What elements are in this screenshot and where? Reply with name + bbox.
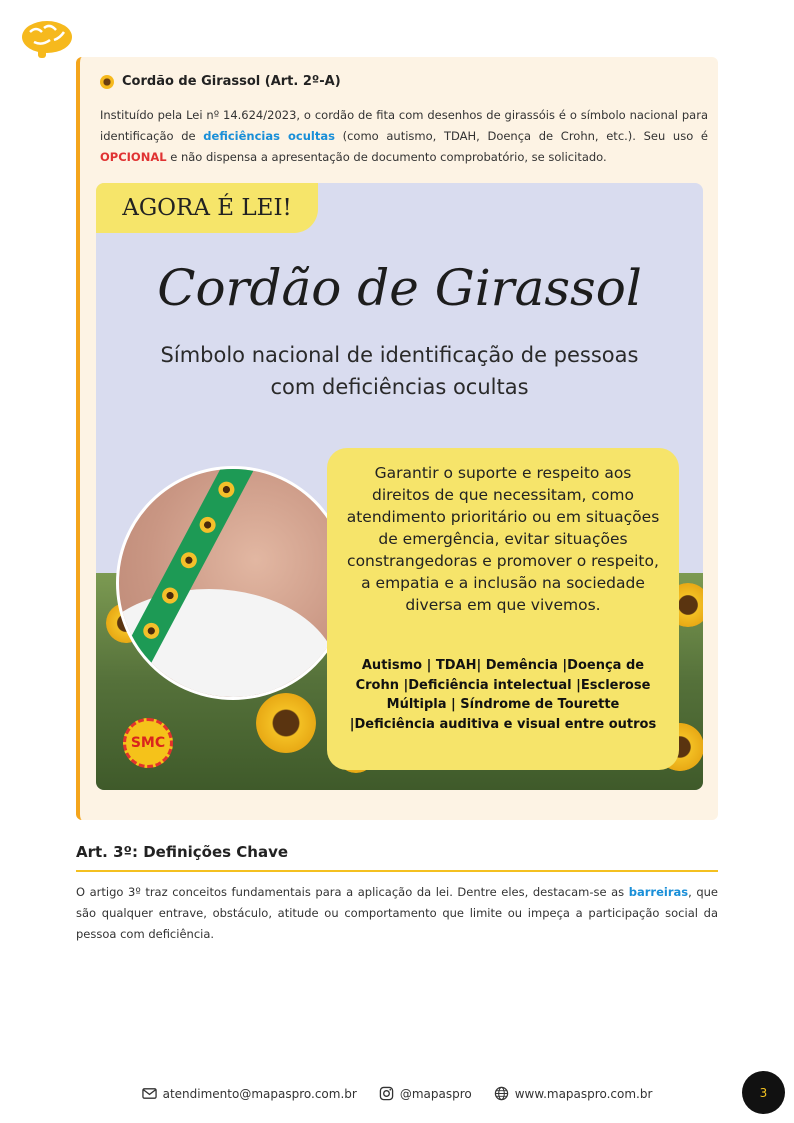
footer-email[interactable] (142, 1086, 357, 1101)
sunflower-icon (100, 75, 114, 89)
callout-paragraph (100, 105, 708, 168)
globe-icon (494, 1086, 509, 1101)
sunflower-icon (197, 514, 219, 536)
section-title: Art. 3º: Definições Chave (76, 843, 289, 861)
sunflower-icon (256, 693, 316, 753)
poster-info-text: Garantir o suporte e respeito aos direitos de que necessitam, como atendimento prioritário ou em situações de emergência, evitar situações constrangedoras e promover o respeito, a empatia e a inclusão na sociedade diversa em que vivemos. (346, 464, 660, 614)
poster-title: Cordão de Girassol (157, 259, 642, 317)
footer-website-text: www.mapaspro.com.br (514, 1086, 653, 1101)
callout-text-part: e não dispensa a apresentação de documento comprobatório, se solicitado. (166, 150, 607, 164)
callout-text-part: (como autismo, TDAH, Doença de Crohn, etc.). Seu uso é (334, 129, 708, 143)
footer-website[interactable] (494, 1086, 653, 1101)
page-number-badge: 3 (742, 1071, 785, 1114)
mail-icon (142, 1086, 157, 1101)
instagram-icon (379, 1086, 394, 1101)
footer-instagram-text: @mapaspro (399, 1086, 472, 1101)
section-divider (76, 870, 718, 872)
callout-title (100, 74, 341, 89)
poster-badge: AGORA É LEI! (96, 183, 318, 233)
highlight-barriers: barreiras (628, 885, 689, 899)
lanyard-photo (116, 466, 350, 700)
poster-subtitle: Símbolo nacional de identificação de pessoas com deficiências ocultas (160, 343, 639, 399)
sunflower-icon (159, 585, 181, 607)
footer-instagram[interactable] (379, 1086, 472, 1101)
sunflower-icon (178, 549, 200, 571)
sunflower-icon (122, 655, 144, 677)
footer-email-text: atendimento@mapaspro.com.br (162, 1086, 357, 1101)
callout-title-text: Cordão de Girassol (Art. 2º-A) (122, 74, 341, 89)
page-footer (0, 1086, 794, 1101)
sunflower-lanyard-poster (96, 183, 703, 790)
section-text-part: O artigo 3º traz conceitos fundamentais para a aplicação da lei. Dentre eles, destacam-se as (76, 885, 629, 899)
callout-text-part: Instituído pela Lei nº 14.624/2023, o cordão de fita com desenhos de girassóis é o símbolo nacional para identificação de (100, 108, 708, 143)
poster-conditions-list: Autismo | TDAH| Demência |Doença de Crohn |Deficiência intelectual |Esclerose Múltipla | Síndrome de Tourette |Deficiência auditiva e visual entre outros (349, 658, 657, 732)
poster-info-box (327, 448, 679, 770)
sunflower-icon (140, 620, 162, 642)
highlight-optional: OPCIONAL (100, 150, 167, 164)
sunflower-icon (216, 479, 238, 501)
brain-logo-icon (20, 18, 74, 60)
smc-seal: SMC (123, 718, 173, 768)
highlight-hidden-disabilities: deficiências ocultas (203, 129, 335, 143)
section-text-part: , que são qualquer entrave, obstáculo, atitude ou comportamento que limite ou impeça a participação social da pessoa com deficiência. (76, 885, 719, 941)
section-paragraph (76, 882, 718, 945)
